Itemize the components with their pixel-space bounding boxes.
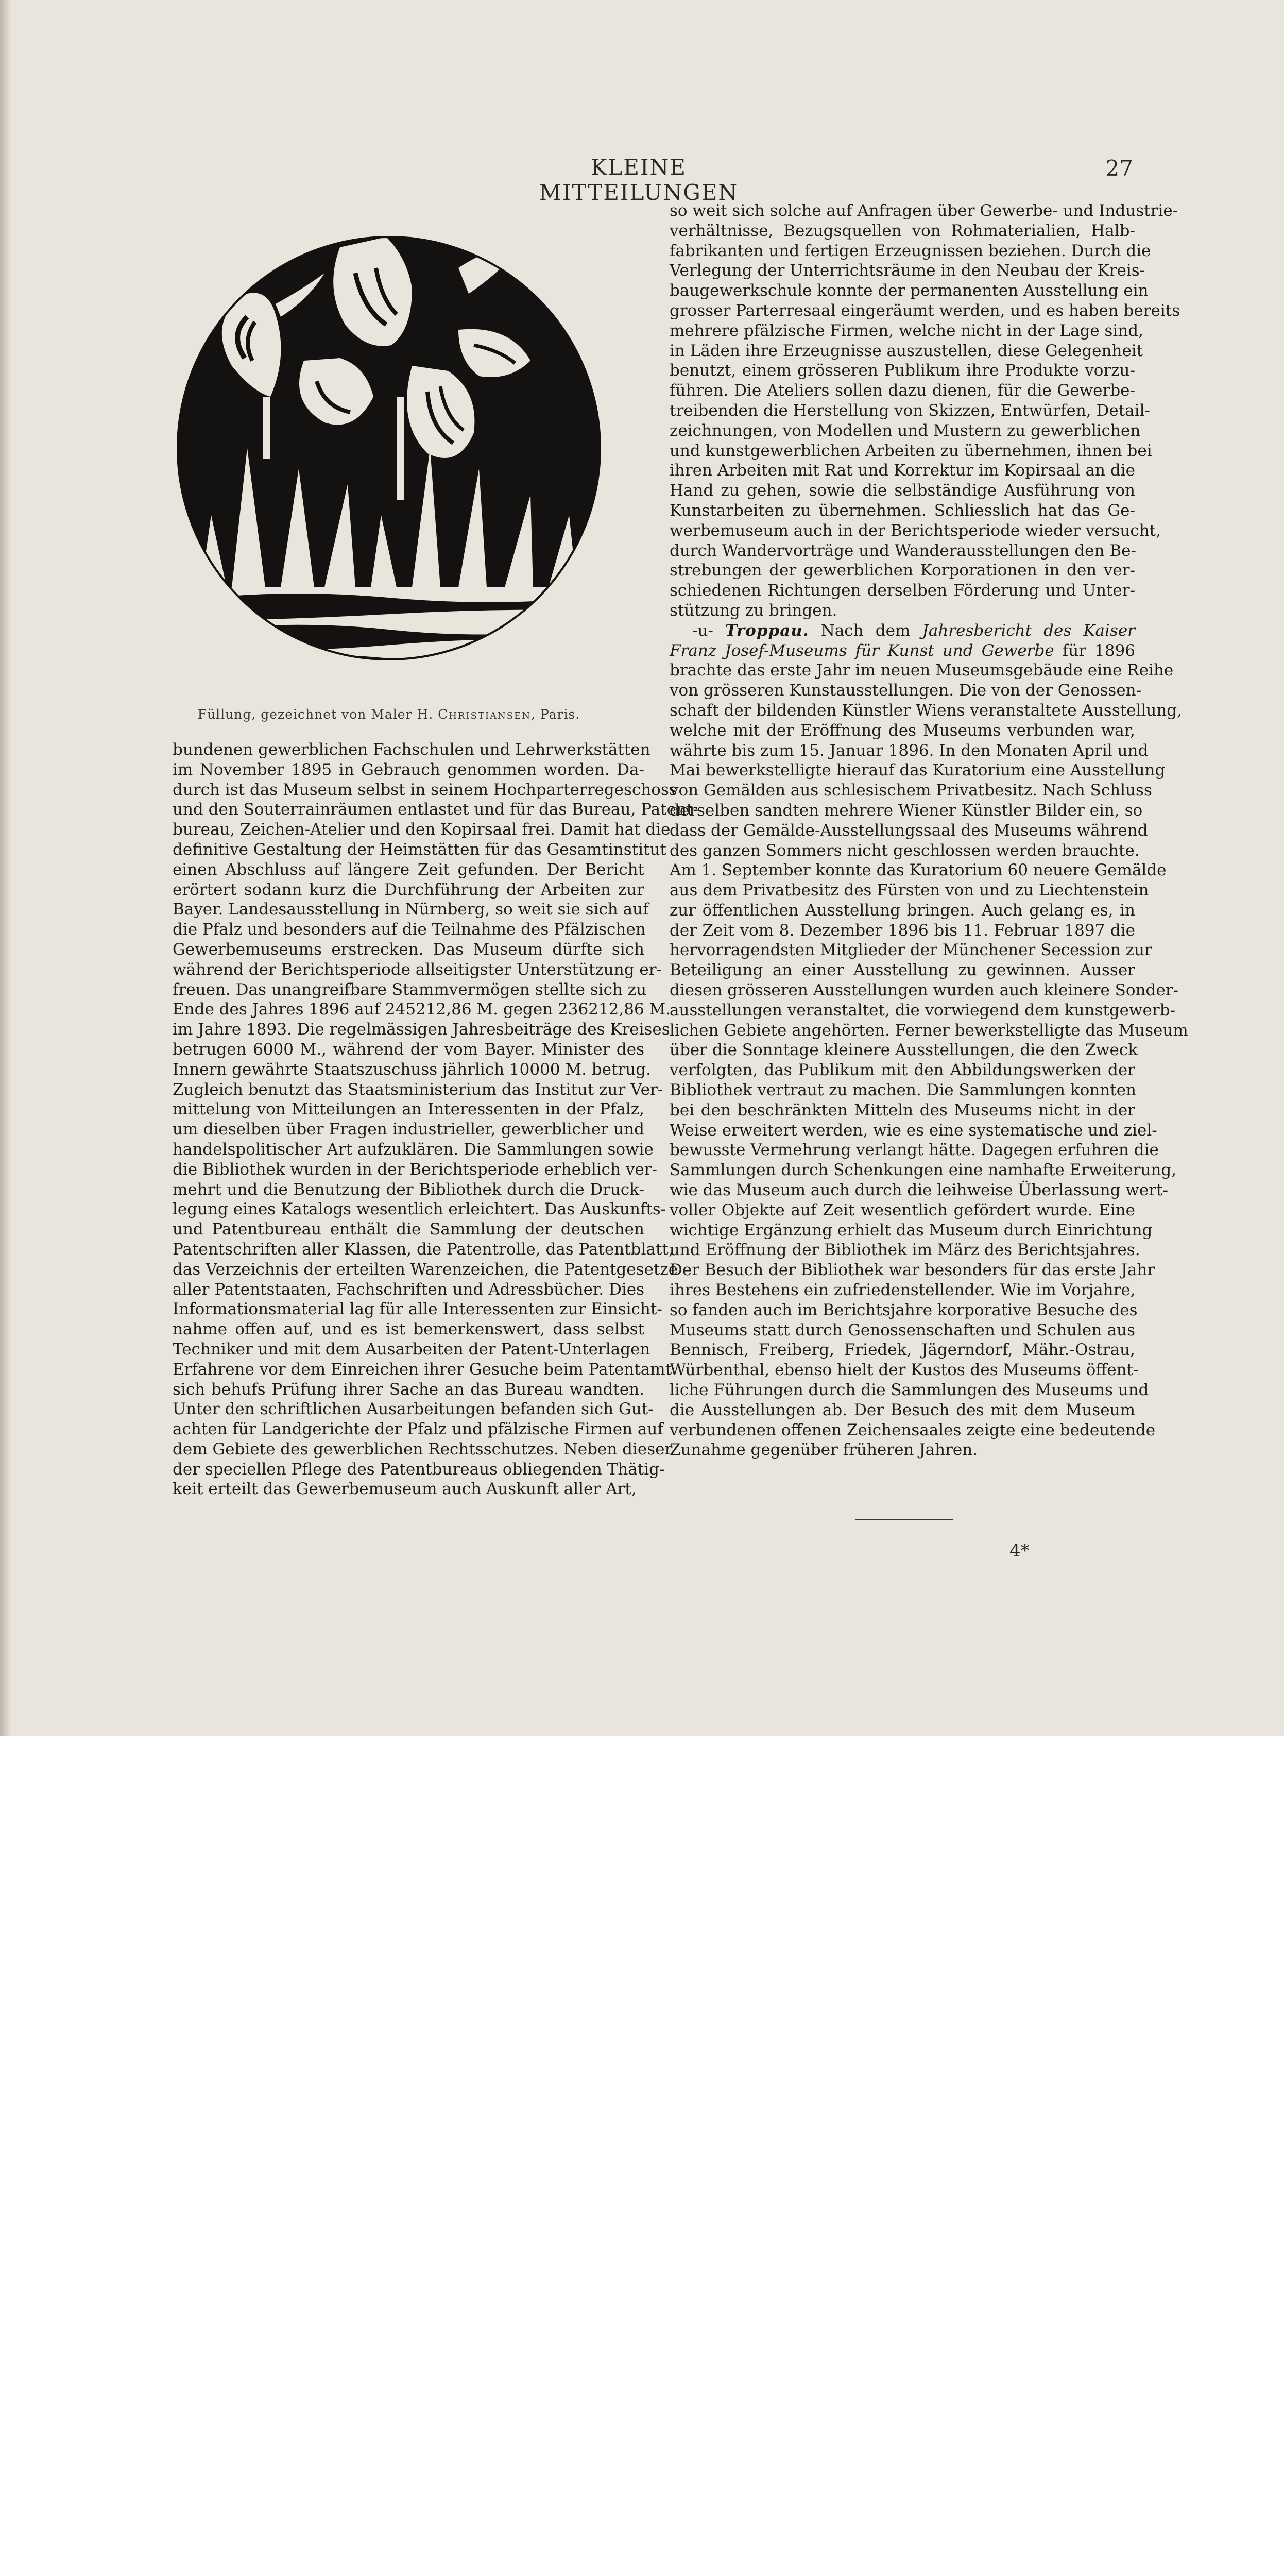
text-line: keit erteilt das Gewerbemuseum auch Auskunft aller Art, (173, 1480, 637, 1499)
text-line: in Läden ihre Erzeugnisse auszustellen, diese Gelegenheit (670, 341, 1143, 360)
text-line: Hand zu gehen, sowie die selbständige Ausführung von (670, 481, 1135, 500)
caption-prefix: Füllung, gezeichnet von Maler H. (197, 707, 434, 722)
text-line: mittelung von Mitteilungen an Interessenten in der Pfalz, (173, 1100, 644, 1119)
text-line: ihren Arbeiten mit Rat und Korrektur im Kopirsaal an die (670, 461, 1135, 480)
page-number: 27 (1105, 156, 1133, 181)
troppau-title-1: Jahresbericht des Kaiser (922, 621, 1135, 640)
text-line: welche mit der Eröffnung des Museums verbunden war, (670, 721, 1135, 740)
text-line: und den Souterrainräumen entlastet und für das Bureau, Patent- (173, 800, 698, 819)
text-line: Erfahrene vor dem Einreichen ihrer Gesuche beim Patentamt (173, 1360, 672, 1379)
text-line: Bibliothek vertraut zu machen. Die Sammlungen konnten (670, 1081, 1137, 1100)
text-line: des ganzen Sommers nicht geschlossen werden brauchte. (670, 841, 1140, 860)
troppau-heading-line (670, 621, 1135, 641)
text-line: treibenden die Herstellung von Skizzen, Entwürfen, Detail- (670, 401, 1150, 420)
text-line: bureau, Zeichen-Atelier und den Kopirsaal frei. Damit hat die (173, 820, 671, 839)
text-line: führen. Die Ateliers sollen dazu dienen, für die Gewerbe- (670, 381, 1135, 400)
caption-artist: Christiansen (438, 707, 532, 722)
text-line: Bayer. Landesausstellung in Nürnberg, so weit sie sich auf (173, 900, 649, 919)
text-line: durch ist das Museum selbst in seinem Hochparterregeschoss (173, 780, 677, 799)
text-line: diesen grösseren Ausstellungen wurden auch kleinere Sonder- (670, 981, 1178, 1000)
text-line: Museums statt durch Genossenschaften und Schulen aus (670, 1320, 1135, 1340)
text-line: Würbenthal, ebenso hielt der Kustos des Museums öffent- (670, 1361, 1139, 1380)
text-line: der speciellen Pflege des Patentbureaus obliegenden Thätig- (173, 1460, 665, 1479)
text-line: Mai bewerkstelligte hierauf das Kuratorium eine Ausstellung (670, 761, 1166, 780)
text-line: über die Sonntage kleinere Ausstellungen, die den Zweck (670, 1041, 1138, 1060)
text-line: so weit sich solche auf Anfragen über Gewerbe- und Industrie- (670, 201, 1178, 220)
troppau-title-2: Franz Josef-Museums für Kunst und Gewerbe (670, 641, 1054, 660)
text-line: Gewerbemuseums erstrecken. Das Museum dürfte sich (173, 940, 644, 959)
text-line: zur öffentlichen Ausstellung bringen. Auch gelang es, in (670, 901, 1135, 920)
text-line: mehrt und die Benutzung der Bibliothek durch die Druck- (173, 1180, 644, 1199)
text-line: von grösseren Kunstausstellungen. Die von der Genossen- (670, 681, 1142, 700)
text-line: fabrikanten und fertigen Erzeugnissen beziehen. Durch die (670, 241, 1151, 260)
text-line: Am 1. September konnte das Kuratorium 60 neuere Gemälde (670, 861, 1167, 880)
right-column-part-a (670, 201, 1180, 621)
text-line: legung eines Katalogs wesentlich erleichtert. Das Auskunfts- (173, 1200, 666, 1219)
text-line: Beteiligung an einer Ausstellung zu gewinnen. Ausser (670, 961, 1135, 980)
text-line: Der Besuch der Bibliothek war besonders für das erste Jahr (670, 1261, 1155, 1280)
text-line: Innern gewährte Staatszuschuss jährlich 10000 M. betrug. (173, 1060, 651, 1079)
text-line: benutzt, einem grösseren Publikum ihre Produkte vorzu- (670, 361, 1135, 380)
digitization-footer (0, 1736, 1284, 1860)
text-line: und kunstgewerblichen Arbeiten zu übernehmen, ihnen bei (670, 441, 1152, 460)
text-line: Patentschriften aller Klassen, die Patentrolle, das Patentblatt, (173, 1240, 674, 1259)
text-line: Unter den schriftlichen Ausarbeitungen befanden sich Gut- (173, 1400, 654, 1419)
text-line: verhältnisse, Bezugsquellen von Rohmaterialien, Halb- (670, 221, 1135, 240)
text-line: die Bibliothek wurden in der Berichtsperiode erheblich ver- (173, 1160, 657, 1179)
text-line: betrugen 6000 M., während der vom Bayer. Minister des (173, 1040, 644, 1059)
text-line: Ende des Jahres 1896 auf 245212,86 M. gegen 236212,86 M. (173, 1000, 671, 1019)
text-line: der Zeit vom 8. Dezember 1896 bis 11. Februar 1897 die (670, 921, 1135, 940)
text-line: im November 1895 in Gebrauch genommen worden. Da- (173, 760, 644, 779)
text-line: die Pfalz und besonders auf die Teilnahme des Pfälzischen (173, 920, 646, 939)
text-line: währte bis zum 15. Januar 1896. In den Monaten April und (670, 741, 1149, 760)
text-line: definitive Gestaltung der Heimstätten für das Gesamtinstitut (173, 840, 666, 859)
text-line: und Eröffnung der Bibliothek im März des Berichtsjahres. (670, 1241, 1140, 1260)
text-line: so fanden auch im Berichtsjahre korporative Besuche des (670, 1300, 1138, 1319)
text-line: bundenen gewerblichen Fachschulen und Lehrwerkstätten (173, 740, 650, 759)
troppau-title-line (670, 641, 1135, 661)
text-line: bewusste Vermehrung verlangt hätte. Dagegen erfuhren die (670, 1141, 1159, 1160)
text-line: Zunahme gegenüber früheren Jahren. (670, 1440, 978, 1460)
right-text-column (670, 201, 1188, 1460)
text-line: Bennisch, Freiberg, Friedek, Jägerndorf, Mähr.-Ostrau, (670, 1341, 1135, 1360)
troppau-marker: -u- (692, 621, 713, 640)
text-line: und Patentbureau enthält die Sammlung der deutschen (173, 1220, 644, 1239)
figure-caption (170, 707, 608, 722)
text-line: Weise erweitert werden, wie es eine systematische und ziel- (670, 1121, 1157, 1140)
text-line: von Gemälden aus schlesischem Privatbesitz. Nach Schluss (670, 781, 1152, 800)
text-line: liche Führungen durch die Sammlungen des Museums und (670, 1381, 1149, 1400)
text-line: Techniker und mit dem Ausarbeiten der Patent-Unterlagen (173, 1340, 650, 1359)
signature-mark: 4* (1009, 1540, 1030, 1561)
text-line: um dieselben über Fragen industrieller, gewerblicher und (173, 1120, 644, 1139)
text-line: das Verzeichnis der erteilten Warenzeichen, die Patentgesetze (173, 1260, 678, 1279)
text-line: während der Berichtsperiode allseitigster Unterstützung er- (173, 960, 662, 979)
text-line: strebungen der gewerblichen Korporationen in den ver- (670, 561, 1135, 580)
text-line: mehrere pfälzische Firmen, welche nicht in der Lage sind, (670, 321, 1143, 340)
text-line: verbundenen offenen Zeichensaales zeigte eine bedeutende (670, 1420, 1156, 1439)
text-line: aller Patentstaaten, Fachschriften und Adressbücher. Dies (173, 1280, 645, 1299)
left-text-column (173, 740, 698, 1499)
text-line: die Ausstellungen ab. Der Besuch des mit dem Museum (670, 1400, 1135, 1419)
page-gutter-shadow (0, 0, 11, 1736)
text-line: sich behufs Prüfung ihrer Sache an das Bureau wandten. (173, 1380, 644, 1399)
text-line: zeichnungen, von Modellen und Mustern zu gewerblichen (670, 421, 1141, 440)
right-column-part-b (670, 660, 1188, 1460)
text-line: Zugleich benutzt das Staatsministerium das Institut zur Ver- (173, 1080, 663, 1099)
text-line: dem Gebiete des gewerblichen Rechtsschutzes. Neben dieser (173, 1439, 673, 1459)
text-line: schaft der bildenden Künstler Wiens veranstaltete Ausstellung, (670, 701, 1182, 720)
text-line: stützung zu bringen. (670, 601, 837, 620)
text-line: derselben sandten mehrere Wiener Künstler Bilder ein, so (670, 801, 1143, 820)
text-line: nahme offen auf, und es ist bemerkenswert, dass selbst (173, 1320, 644, 1339)
text-line: ausstellungen veranstaltet, die vorwiegend dem kunstgewerb- (670, 1001, 1176, 1020)
text-line: einen Abschluss auf längere Zeit gefunden. Der Bericht (173, 860, 644, 879)
text-line: dass der Gemälde-Ausstellungssaal des Museums während (670, 821, 1148, 840)
troppau-place: Troppau. (725, 621, 809, 640)
text-line: durch Wandervorträge und Wanderausstellungen den Be- (670, 541, 1136, 560)
text-line: bei den beschränkten Mitteln des Museums nicht in der (670, 1100, 1135, 1120)
text-line: lichen Gebiete angehörten. Ferner bewerkstelligte das Museum (670, 1021, 1188, 1040)
text-line: Informationsmaterial lag für alle Interessenten zur Einsicht- (173, 1300, 662, 1319)
text-line: Verlegung der Unterrichtsräume in den Neubau der Kreis- (670, 261, 1145, 280)
text-line: wichtige Ergänzung erhielt das Museum durch Einrichtung (670, 1221, 1153, 1240)
text-line: voller Objekte auf Zeit wesentlich gefördert wurde. Eine (670, 1200, 1135, 1219)
text-line: Sammlungen durch Schenkungen eine namhafte Erweiterung, (670, 1161, 1177, 1180)
caption-suffix: , Paris. (531, 707, 580, 722)
text-line: schiedenen Richtungen derselben Förderung und Unter- (670, 581, 1135, 600)
end-rule (855, 1519, 953, 1520)
text-line: hervorragendsten Mitglieder der Münchener Secession zur (670, 941, 1152, 960)
text-line: im Jahre 1893. Die regelmässigen Jahresbeiträge des Kreises (173, 1020, 670, 1039)
text-line: baugewerkschule konnte der permanenten Ausstellung ein (670, 281, 1149, 300)
troppau-after: für 1896 (1062, 641, 1135, 660)
text-line: brachte das erste Jahr im neuen Museumsgebäude eine Reihe (670, 661, 1174, 680)
text-line: grosser Parterresaal eingeräumt werden, und es haben bereits (670, 301, 1180, 320)
text-line: wie das Museum auch durch die leihweise Überlassung wert- (670, 1181, 1168, 1200)
text-line: achten für Landgerichte der Pfalz und pfälzische Firmen auf (173, 1420, 663, 1439)
text-line: aus dem Privatbesitz des Fürsten von und zu Liechtenstein (670, 881, 1149, 900)
text-line: Kunstarbeiten zu übernehmen. Schliesslich hat das Ge- (670, 501, 1135, 520)
running-head: KLEINE MITTEILUNGEN (539, 155, 739, 205)
text-line: handelspolitischer Art aufzuklären. Die Sammlungen sowie (173, 1140, 654, 1159)
text-line: verfolgten, das Publikum mit den Abbildungswerken der (670, 1061, 1135, 1080)
text-line: freuen. Das unangreifbare Stammvermögen stellte sich zu (173, 980, 647, 999)
text-line: erörtert sodann kurz die Durchführung der Arbeiten zur (173, 880, 644, 899)
iris-woodcut-illustration (170, 227, 608, 690)
text-line: werbemuseum auch in der Berichtsperiode wieder versucht, (670, 521, 1161, 540)
text-line: ihres Bestehens ein zufriedenstellender. Wie im Vorjahre, (670, 1281, 1136, 1300)
troppau-lead: Nach dem (820, 621, 911, 640)
